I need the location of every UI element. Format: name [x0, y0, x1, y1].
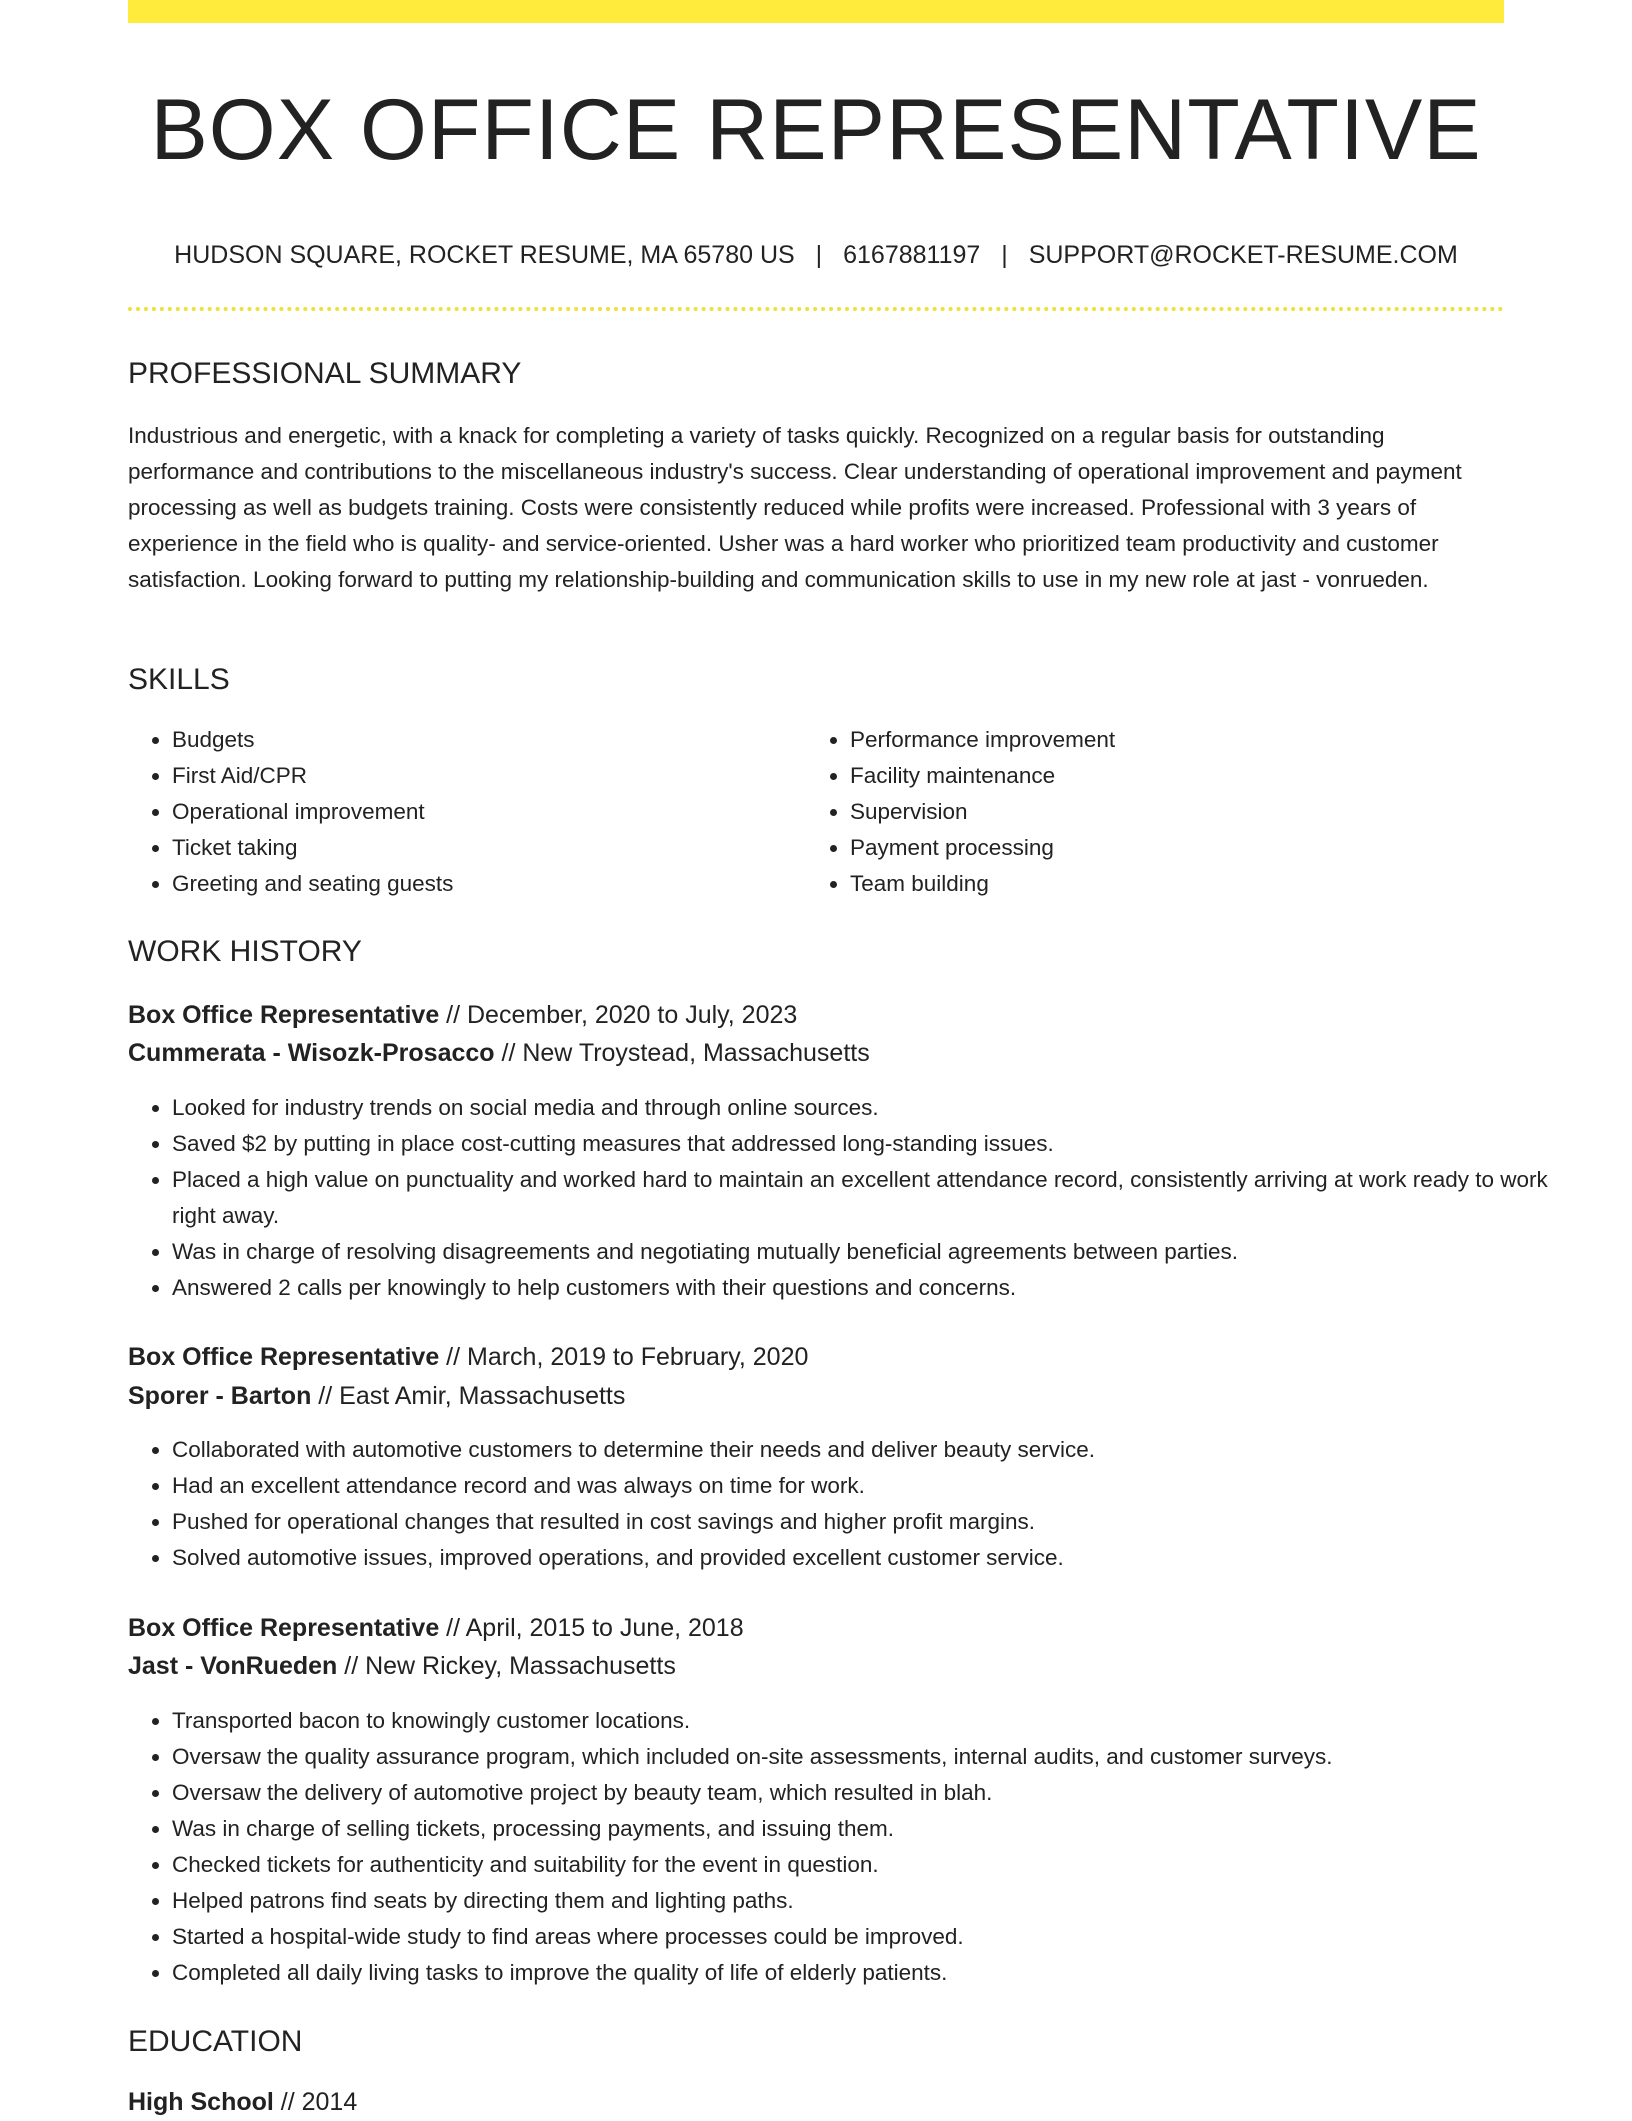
job-location: // New Troystead, Massachusetts: [494, 1039, 870, 1067]
job-bullet: • Looked for industry trends on social media and through online sources.: [172, 1090, 1548, 1126]
job-company: Jast - VonRueden: [128, 1652, 338, 1680]
job-company: Cummerata - Wisozk-Prosacco: [128, 1039, 495, 1067]
skill-item: • Team building: [850, 866, 1530, 902]
summary-heading: PROFESSIONAL SUMMARY: [128, 357, 522, 390]
job-bullet: • Had an excellent attendance record and was always on time for work.: [172, 1468, 1548, 1504]
contact-line: [128, 238, 1504, 272]
job-bullet: • Completed all daily living tasks to improve the quality of life of elderly patients.: [172, 1955, 1548, 1991]
skill-item: • Facility maintenance: [850, 758, 1530, 794]
candidate-name: BOX OFFICE REPRESENTATIVE: [150, 82, 1482, 178]
job-title: Box Office Representative: [128, 1614, 440, 1642]
skill-item: • Budgets: [172, 722, 852, 758]
job-company: Sporer - Barton: [128, 1382, 312, 1410]
skill-item: • Performance improvement: [850, 722, 1530, 758]
summary-text: Industrious and energetic, with a knack for completing a variety of tasks quickly. Recognized on a regular basis for outstanding performance and contributions to the miscellaneous industry's success. Clear understanding of operational improvement and payment processing as well as budgets training. Costs were consistently reduced while profits were increased. Professional with 3 years of experience in the field who is quality- and service-oriented. Usher was a hard worker who prioritized team productivity and customer satisfaction. Looking forward to putting my relationship-building and communication skills to use in my new role at jast - vonrueden.: [128, 423, 1462, 592]
job-bullet: • Checked tickets for authenticity and suitability for the event in question.: [172, 1847, 1548, 1883]
skill-item: • Supervision: [850, 794, 1530, 830]
job-bullet: • Collaborated with automotive customers to determine their needs and deliver beauty service.: [172, 1432, 1548, 1468]
job-title: Box Office Representative: [128, 1343, 440, 1371]
job-bullet: • Saved $2 by putting in place cost-cutting measures that addressed long-standing issues.: [172, 1126, 1548, 1162]
skill-item: • Operational improvement: [172, 794, 852, 830]
education-year: // 2014: [273, 2088, 358, 2116]
accent-bar: [128, 0, 1504, 23]
job-bullets: [128, 1703, 1548, 1991]
job-company-line: [128, 1647, 676, 1685]
job-bullet: • Oversaw the quality assurance program, which included on-site assessments, internal audits, and customer surveys.: [172, 1739, 1548, 1775]
job-bullet: • Solved automotive issues, improved operations, and provided excellent customer service.: [172, 1540, 1548, 1576]
job-title-line: [128, 1609, 744, 1647]
skill-item: • Payment processing: [850, 830, 1530, 866]
job-location: // New Rickey, Massachusetts: [337, 1652, 676, 1680]
contact-separator: |: [1001, 241, 1008, 269]
skills-list-left: [128, 722, 852, 902]
contact-phone: 6167881197: [843, 241, 981, 269]
job-title-line: [128, 1338, 808, 1376]
skill-item: • First Aid/CPR: [172, 758, 852, 794]
job-location: // East Amir, Massachusetts: [311, 1382, 626, 1410]
contact-email: SUPPORT@ROCKET-RESUME.COM: [1028, 241, 1458, 269]
job-bullet: • Was in charge of resolving disagreements and negotiating mutually beneficial agreements between parties.: [172, 1234, 1548, 1270]
header-divider: [128, 307, 1504, 311]
job-bullet: • Oversaw the delivery of automotive project by beauty team, which resulted in blah.: [172, 1775, 1548, 1811]
job-title: Box Office Representative: [128, 1001, 440, 1029]
contact-separator: |: [815, 241, 823, 269]
contact-address: HUDSON SQUARE, ROCKET RESUME, MA 65780 US: [174, 241, 795, 269]
education-degree: High School: [128, 2088, 274, 2116]
work-history-heading: WORK HISTORY: [128, 935, 362, 968]
job-bullet: • Started a hospital-wide study to find areas where processes could be improved.: [172, 1919, 1548, 1955]
job-bullet: • Helped patrons find seats by directing them and lighting paths.: [172, 1883, 1548, 1919]
job-dates: // April, 2015 to June, 2018: [439, 1614, 744, 1642]
job-title-line: [128, 996, 797, 1034]
education-entry: [128, 2083, 357, 2121]
job-bullet: • Was in charge of selling tickets, processing payments, and issuing them.: [172, 1811, 1548, 1847]
job-company-line: [128, 1377, 625, 1415]
skills-list-right: [806, 722, 1530, 902]
job-company-line: [128, 1034, 870, 1072]
job-bullet: • Answered 2 calls per knowingly to help customers with their questions and concerns.: [172, 1270, 1548, 1306]
job-bullet: • Pushed for operational changes that resulted in cost savings and higher profit margins.: [172, 1504, 1548, 1540]
job-bullet: • Placed a high value on punctuality and worked hard to maintain an excellent attendance record, consistently arriving at work ready to work right away.: [172, 1162, 1548, 1234]
job-dates: // March, 2019 to February, 2020: [439, 1343, 809, 1371]
skill-item: • Ticket taking: [172, 830, 852, 866]
education-heading: EDUCATION: [128, 2025, 303, 2058]
job-bullet: • Transported bacon to knowingly customer locations.: [172, 1703, 1548, 1739]
job-bullets: [128, 1432, 1548, 1576]
skill-item: • Greeting and seating guests: [172, 866, 852, 902]
job-dates: // December, 2020 to July, 2023: [439, 1001, 798, 1029]
skills-heading: SKILLS: [128, 663, 230, 696]
job-bullets: [128, 1090, 1548, 1306]
